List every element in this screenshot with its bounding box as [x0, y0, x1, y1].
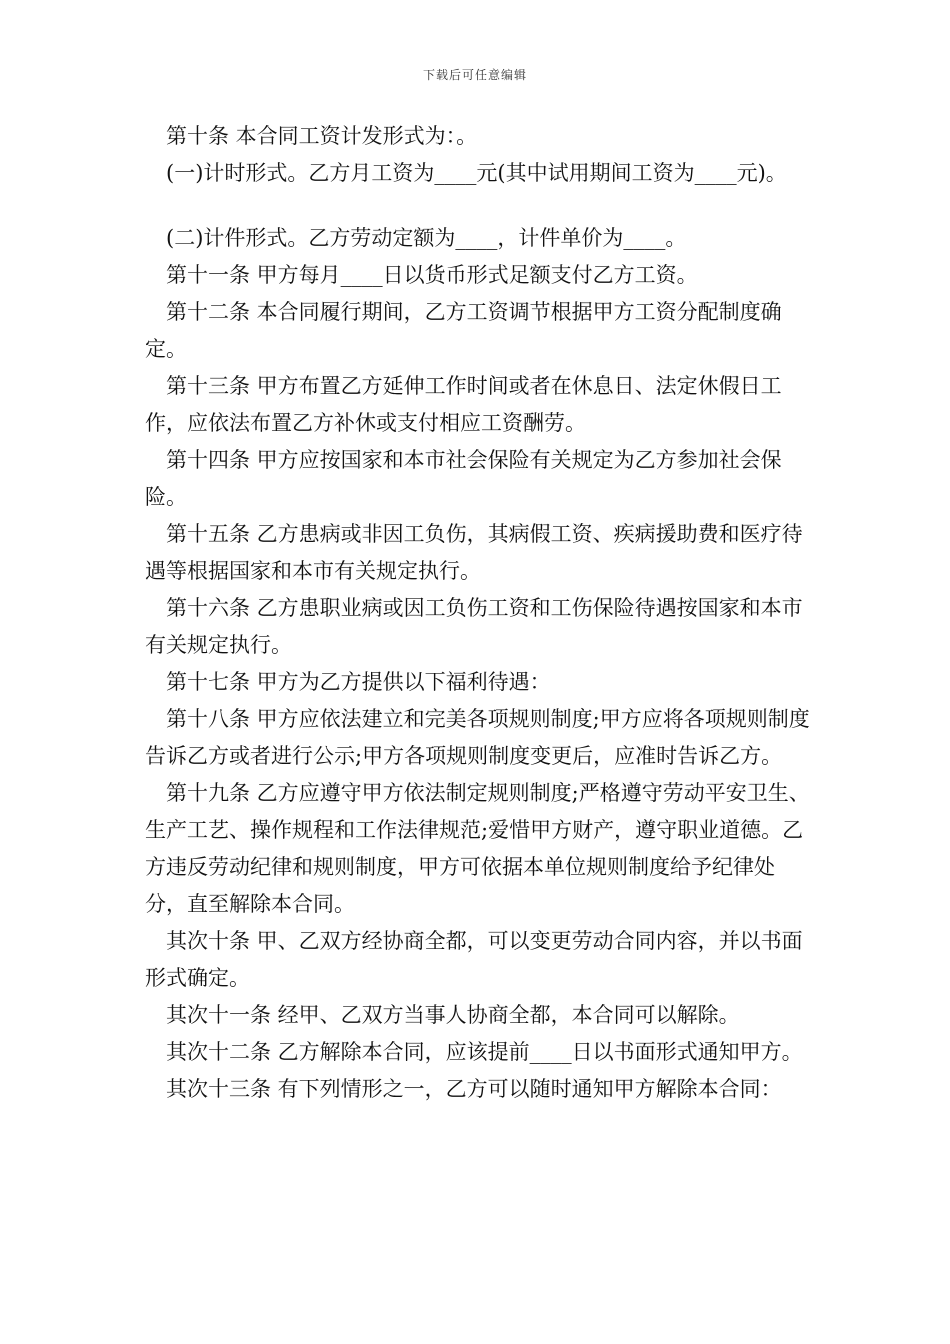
- article-16: 第十六条 乙方患职业病或因工负伤工资和工伤保险待遇按国家和本市有关规定执行。: [145, 596, 803, 657]
- article-12: 第十二条 本合同履行期间，乙方工资调节根据甲方工资分配制度确定。: [145, 300, 782, 361]
- article-13: 第十三条 甲方布置乙方延伸工作时间或者在休息日、法定休假日工作，应依法布置乙方补休或支付相应工资酬劳。: [145, 374, 782, 435]
- article-14: 第十四条 甲方应按国家和本市社会保险有关规定为乙方参加社会保险。: [145, 448, 782, 509]
- article-21: 其次十一条 经甲、乙双方当事人协商全都，本合同可以解除。: [166, 1003, 740, 1027]
- article-17: 第十七条 甲方为乙方提供以下福利待遇：: [166, 670, 551, 694]
- article-10-item-1: (一)计时形式。乙方月工资为____元(其中试用期间工资为____元)。: [166, 161, 787, 185]
- header-note: 下载后可任意编辑: [422, 68, 527, 82]
- article-23: 其次十三条 有下列情形之一，乙方可以随时通知甲方解除本合同：: [166, 1077, 782, 1101]
- article-18: 第十八条 甲方应依法建立和完美各项规则制度;甲方应将各项规则制度告诉乙方或者进行公示;甲方各项规则制度变更后，应准时告诉乙方。: [145, 707, 810, 768]
- document-body: [145, 118, 813, 1108]
- article-11: 第十一条 甲方每月____日以货币形式足额支付乙方工资。: [166, 263, 698, 287]
- article-19: 第十九条 乙方应遵守甲方依法制定规则制度;严格遵守劳动平安卫生、生产工艺、操作规程和工作法律规范;爱惜甲方财产，遵守职业道德。乙方违反劳动纪律和规则制度，甲方可依据本单位规则制度给予纪律处分，直至解除本合同。: [145, 781, 810, 916]
- article-20: 其次十条 甲、乙双方经协商全都，可以变更劳动合同内容，并以书面形式确定。: [145, 929, 803, 990]
- article-22: 其次十二条 乙方解除本合同，应该提前____日以书面形式通知甲方。: [166, 1040, 803, 1064]
- article-15: 第十五条 乙方患病或非因工负伤，其病假工资、疾病援助费和医疗待遇等根据国家和本市有关规定执行。: [145, 522, 803, 583]
- article-10-item-2: (二)计件形式。乙方劳动定额为____，计件单价为____。: [166, 226, 687, 250]
- article-10: 第十条 本合同工资计发形式为：。: [166, 124, 478, 148]
